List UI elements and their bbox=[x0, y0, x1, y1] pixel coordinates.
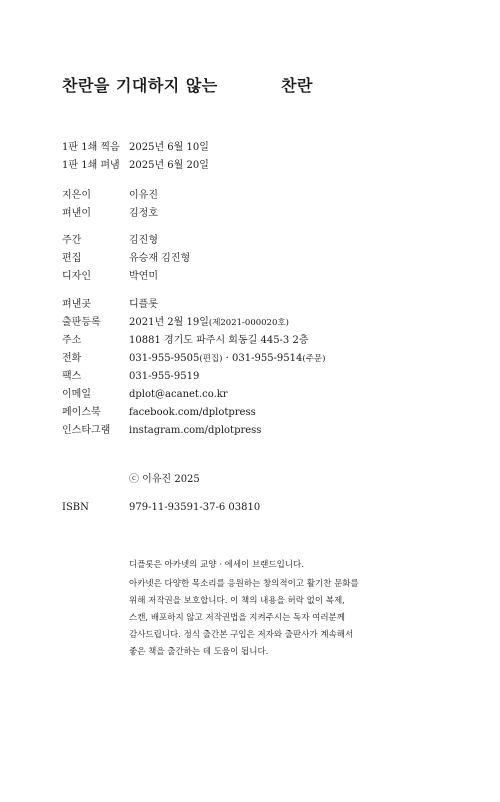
registration-number: (제2021-000020호) bbox=[208, 318, 289, 328]
isbn-value: 979-11-93591-37-6 03810 bbox=[129, 502, 261, 513]
title-row bbox=[62, 73, 442, 97]
fax-row bbox=[62, 368, 325, 386]
first-publish-row bbox=[62, 157, 209, 175]
registration-row bbox=[62, 314, 325, 332]
designer-label: 디자인 bbox=[62, 271, 91, 282]
brand-note bbox=[129, 557, 429, 661]
brand-note-line-1: 디플롯은 아카넷의 교양 · 에세이 브랜드입니다. bbox=[129, 560, 304, 570]
first-print-date: 2025년 6월 10일 bbox=[129, 142, 209, 153]
email-label: 이메일 bbox=[62, 389, 91, 400]
first-print-label: 1판 1쇄 찍음 bbox=[62, 142, 120, 153]
editors-row bbox=[62, 250, 190, 268]
author-value: 이유진 bbox=[129, 190, 158, 201]
instagram-value: instagram.com/dplotpress bbox=[129, 425, 262, 436]
email-row bbox=[62, 386, 325, 404]
people-info bbox=[62, 187, 158, 223]
address-value: 10881 경기도 파주시 회동길 445-3 2층 bbox=[129, 335, 309, 346]
first-publish-date: 2025년 6월 20일 bbox=[129, 160, 209, 171]
brand-note-line-4: 스캔, 배포하지 않고 저작권법을 지켜주시는 독자 여러분께 bbox=[129, 613, 345, 623]
facebook-row bbox=[62, 404, 325, 422]
phone-label: 전화 bbox=[62, 353, 82, 364]
phone-separator: · bbox=[222, 353, 232, 364]
editorial-info bbox=[62, 232, 190, 286]
phone-editorial: 031-955-9505 bbox=[129, 353, 200, 364]
printing-info bbox=[62, 139, 209, 175]
publisher-name-value: 디플롯 bbox=[129, 299, 158, 310]
brand-note-line-2: 아카넷은 다양한 목소리를 응원하는 창의적이고 활기찬 문화를 bbox=[129, 579, 359, 589]
author-row bbox=[62, 187, 158, 205]
phone-row bbox=[62, 350, 325, 368]
address-label: 주소 bbox=[62, 335, 82, 346]
phone-orders: 031-955-9514 bbox=[232, 353, 303, 364]
instagram-label: 인스타그램 bbox=[62, 425, 111, 436]
publisher-person-value: 김정호 bbox=[129, 208, 158, 219]
copyright-notice: ⓒ 이유진 2025 bbox=[129, 474, 200, 485]
book-title: 찬란을 기대하지 않는 bbox=[62, 76, 218, 95]
facebook-value: facebook.com/dplotpress bbox=[129, 407, 256, 418]
publisher-info bbox=[62, 296, 325, 440]
email-value: dplot@acanet.co.kr bbox=[129, 389, 228, 400]
registration-date: 2021년 2월 19일 bbox=[129, 317, 209, 328]
registration-value bbox=[129, 314, 325, 332]
first-print-row bbox=[62, 139, 209, 157]
publisher-name-row bbox=[62, 296, 325, 314]
author-label: 지은이 bbox=[62, 190, 91, 201]
facebook-label: 페이스북 bbox=[62, 407, 101, 418]
editors-label: 편집 bbox=[62, 253, 82, 264]
designer-row bbox=[62, 268, 190, 286]
address-row bbox=[62, 332, 325, 350]
phone-value bbox=[129, 350, 325, 368]
isbn-row bbox=[62, 499, 260, 517]
first-publish-label: 1판 1쇄 펴냄 bbox=[62, 160, 120, 171]
fax-label: 팩스 bbox=[62, 371, 82, 382]
chief-editor-label: 주간 bbox=[62, 235, 82, 246]
brand-note-line-3: 위해 저작권을 보호합니다. 이 책의 내용을 허락 없이 복제, bbox=[129, 596, 345, 606]
fax-value: 031-955-9519 bbox=[129, 371, 200, 382]
brand-note-line-6: 좋은 책을 출간하는 데 도움이 됩니다. bbox=[129, 647, 269, 657]
chief-editor-value: 김진형 bbox=[129, 235, 158, 246]
publisher-person-row bbox=[62, 205, 158, 223]
instagram-row bbox=[62, 422, 325, 440]
editors-value: 유승재 김진형 bbox=[129, 253, 191, 264]
designer-value: 박연미 bbox=[129, 271, 158, 282]
title-author: 찬란 bbox=[281, 76, 313, 95]
publisher-person-label: 펴낸이 bbox=[62, 208, 91, 219]
chief-editor-row bbox=[62, 232, 190, 250]
phone-editorial-note: (편집) bbox=[199, 354, 223, 364]
brand-note-line-5: 감사드립니다. 정식 출간본 구입은 저자와 출판사가 계속해서 bbox=[129, 630, 354, 640]
publisher-name-label: 펴낸곳 bbox=[62, 299, 91, 310]
registration-label: 출판등록 bbox=[62, 317, 101, 328]
isbn-label: ISBN bbox=[62, 502, 89, 513]
phone-orders-note: (주문) bbox=[302, 354, 326, 364]
